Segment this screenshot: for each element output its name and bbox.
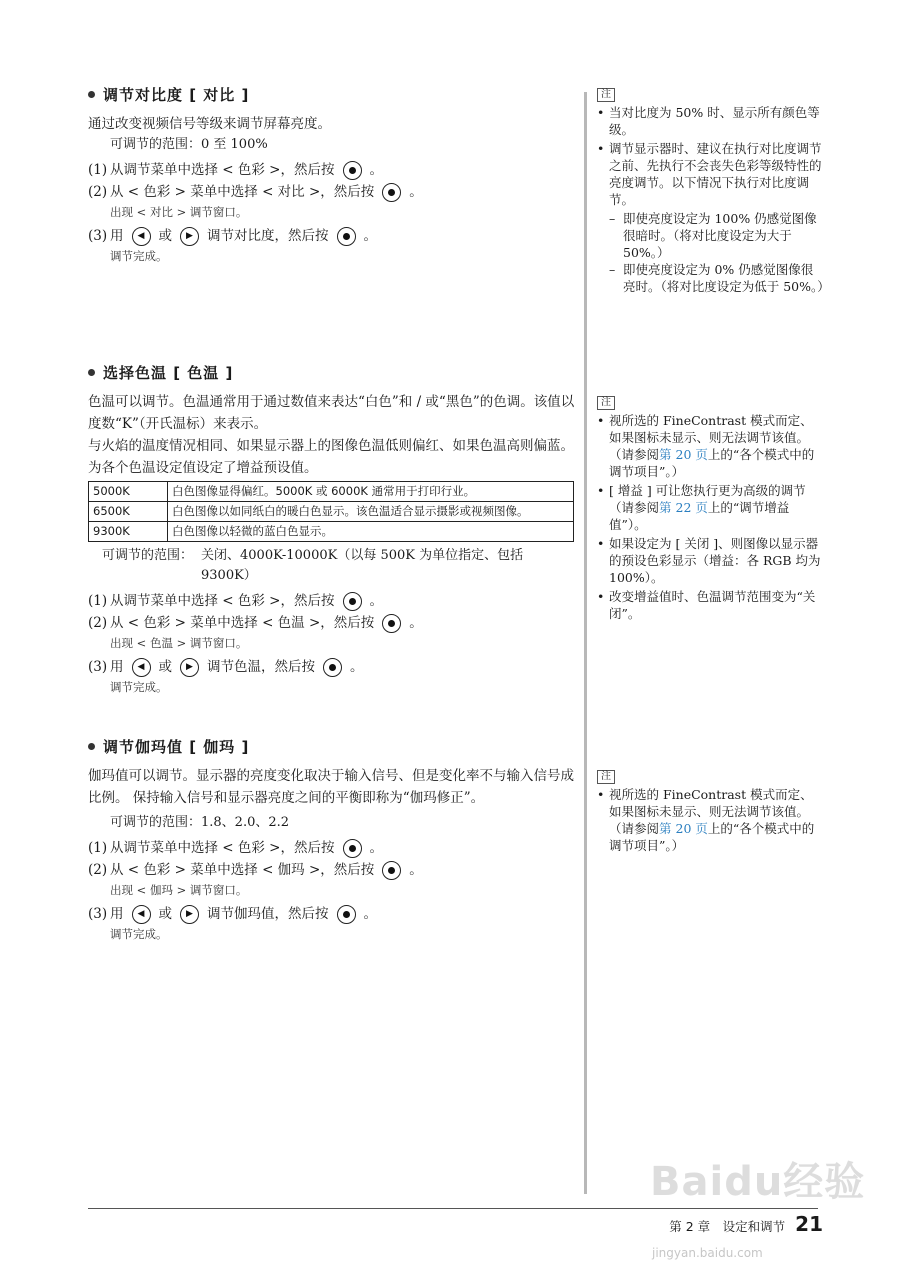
step-number: (1) — [88, 162, 108, 178]
table-cell-desc: 白色图像显得偏红。5000K 或 6000K 通常用于打印行业。 — [168, 482, 574, 502]
step-text: 从 < 色彩 > 菜单中选择 < 对比 >，然后按 — [110, 184, 375, 200]
enter-button-icon — [337, 905, 356, 924]
gamma-range: 可调节的范围：1.8、2.0、2.2 — [110, 815, 290, 830]
table-row — [89, 502, 574, 522]
note-item — [597, 786, 825, 854]
right-button-icon: ▶ — [180, 227, 199, 246]
note-item — [597, 412, 825, 480]
step-text: 或 — [158, 228, 172, 244]
step-text: 或 — [158, 659, 172, 675]
note-item: • 改变增益值时、色温调节范围变为“关闭”。 — [597, 588, 825, 622]
note-text: 视所选的 FineContrast 模式而定、如果图标未显示、则无法调节该值。（请参阅 — [609, 413, 813, 462]
note-contrast — [597, 84, 830, 295]
footer — [669, 1212, 823, 1236]
note-gamma — [597, 766, 825, 856]
heading-temperature — [88, 362, 576, 383]
note-item: • 如果设定为 [ 关闭 ]、则图像以显示器的预设色彩显示（增益：各 RGB 均为 100%）。 — [597, 535, 825, 586]
step-text: 从 < 色彩 > 菜单中选择 < 伽玛 >，然后按 — [110, 862, 375, 878]
step-text: 。 — [409, 184, 423, 200]
table-row — [89, 522, 574, 542]
table-cell-key: 9300K — [89, 522, 168, 542]
step-text: 。 — [363, 906, 377, 922]
step-text: 。 — [363, 228, 377, 244]
enter-button-icon — [323, 658, 342, 677]
page-20-link[interactable]: 第 20 页 — [659, 821, 708, 836]
left-button-icon: ◀ — [132, 658, 151, 677]
step-text: 。 — [409, 615, 423, 631]
step-number: (3) — [88, 906, 108, 922]
page-22-link[interactable]: 第 22 页 — [659, 500, 708, 515]
step-number: (1) — [88, 593, 108, 609]
step-text: 从 < 色彩 > 菜单中选择 < 色温 >，然后按 — [110, 615, 375, 631]
enter-button-icon — [337, 227, 356, 246]
gamma-step-2 — [88, 859, 576, 881]
heading-text: 调节伽玛值 [ 伽玛 ] — [103, 738, 250, 756]
gamma-step-1 — [88, 837, 576, 859]
footer-rule — [88, 1208, 818, 1209]
gamma-step-3 — [88, 903, 576, 925]
left-button-icon: ◀ — [132, 227, 151, 246]
temperature-range — [88, 546, 576, 586]
note-temperature — [597, 392, 825, 624]
step-number: (1) — [88, 840, 108, 856]
step-text: 从调节菜单中选择 < 色彩 >，然后按 — [110, 593, 335, 609]
temperature-intro: 色温可以调节。色温通常用于通过数值来表达“白色”和 / 或“黑色”的色调。该值以度数“K”（开氏温标）来表示。 — [88, 394, 575, 432]
note-tag: 注 — [597, 396, 615, 410]
contrast-step-3 — [88, 225, 576, 247]
contrast-step-3-sub: 调节完成。 — [110, 249, 168, 263]
step-text: 调节对比度，然后按 — [207, 228, 329, 244]
temperature-step-2 — [88, 612, 576, 634]
note-item: • 调节显示器时、建议在执行对比度调节之前、先执行不会丧失色彩等级特性的亮度调节。以下情况下执行对比度调节。 — [597, 140, 825, 208]
contrast-step-2 — [88, 181, 576, 203]
step-text: 用 — [110, 228, 124, 244]
enter-button-icon — [343, 161, 362, 180]
step-text: 。 — [409, 862, 423, 878]
temperature-step-3 — [88, 656, 576, 678]
note-item: • 当对比度为 50% 时、显示所有颜色等级。 — [597, 104, 825, 138]
page-20-link[interactable]: 第 20 页 — [659, 447, 708, 462]
enter-button-icon — [343, 592, 362, 611]
note-tag: 注 — [597, 88, 615, 102]
enter-button-icon — [382, 861, 401, 880]
table-cell-key: 5000K — [89, 482, 168, 502]
watermark-logo: Baidu经验 — [650, 1159, 866, 1205]
column-divider — [584, 92, 587, 1194]
temperature-step-3-sub: 调节完成。 — [110, 680, 168, 694]
bullet-icon — [88, 369, 95, 376]
section-gamma — [88, 736, 576, 943]
table-row — [89, 482, 574, 502]
gamma-intro: 伽玛值可以调节。显示器的亮度变化取决于输入信号、但是变化率不与输入信号成比例。 保持输入信号和显示器亮度之间的平衡即称为“伽玛修正”。 — [88, 768, 574, 806]
step-number: (2) — [88, 862, 108, 878]
heading-text: 调节对比度 [ 对比 ] — [103, 86, 250, 104]
step-text: 。 — [369, 593, 383, 609]
step-text: 。 — [369, 840, 383, 856]
step-text: 调节伽玛值，然后按 — [207, 906, 329, 922]
bullet-icon — [88, 91, 95, 98]
watermark-url: jingyan.baidu.com — [652, 1246, 763, 1260]
heading-gamma — [88, 736, 576, 757]
page-number: 21 — [795, 1212, 823, 1236]
step-text: 用 — [110, 906, 124, 922]
temperature-step-1 — [88, 590, 576, 612]
table-cell-desc: 白色图像以轻微的蓝白色显示。 — [168, 522, 574, 542]
note-text: 上的“各个模式中的调节项目”。） — [609, 447, 815, 479]
right-button-icon: ▶ — [180, 658, 199, 677]
enter-button-icon — [343, 839, 362, 858]
note-tag: 注 — [597, 770, 615, 784]
note-text: 视所选的 FineContrast 模式而定、如果图标未显示、则无法调节该值。（请参阅 — [609, 787, 813, 836]
table-cell-desc: 白色图像以如同纸白的暖白色显示。该色温适合显示摄影或视频图像。 — [168, 502, 574, 522]
note-subitem: – 即使亮度设定为 0% 仍感觉图像很亮时。（将对比度设定为低于 50%。） — [597, 261, 825, 295]
note-text: 上的“调节增益值”）。 — [609, 500, 790, 532]
gamma-step-2-sub: 出现 < 伽玛 > 调节窗口。 — [110, 883, 248, 897]
range-label: 可调节的范围： — [102, 548, 194, 563]
contrast-step-2-sub: 出现 < 对比 > 调节窗口。 — [110, 205, 248, 219]
right-button-icon: ▶ — [180, 905, 199, 924]
contrast-range: 可调节的范围：0 至 100% — [110, 137, 268, 152]
temperature-intro-2: 与火焰的温度情况相同、如果显示器上的图像色温低则偏红、如果色温高则偏蓝。为各个色温设定值设定了增益预设值。 — [88, 438, 574, 476]
enter-button-icon — [382, 183, 401, 202]
step-number: (2) — [88, 184, 108, 200]
contrast-intro: 通过改变视频信号等级来调节屏幕亮度。 — [88, 116, 331, 132]
left-button-icon: ◀ — [132, 905, 151, 924]
step-number: (2) — [88, 615, 108, 631]
step-text: 。 — [350, 659, 364, 675]
section-temperature — [88, 362, 576, 696]
contrast-step-1 — [88, 159, 576, 181]
step-text: 或 — [158, 906, 172, 922]
range-value: 关闭、4000K-10000K（以每 500K 为单位指定、包括 9300K） — [201, 548, 524, 583]
temperature-table — [88, 481, 574, 542]
note-text: 上的“各个模式中的调节项目”。） — [609, 821, 815, 853]
temperature-step-2-sub: 出现 < 色温 > 调节窗口。 — [110, 636, 248, 650]
enter-button-icon — [382, 614, 401, 633]
note-text: [ 增益 ] 可让您执行更为高级的调节（请参阅 — [609, 483, 806, 515]
bullet-icon — [88, 743, 95, 750]
step-text: 从调节菜单中选择 < 色彩 >，然后按 — [110, 162, 335, 178]
step-text: 用 — [110, 659, 124, 675]
step-text: 调节色温，然后按 — [207, 659, 315, 675]
note-item — [597, 482, 825, 533]
table-cell-key: 6500K — [89, 502, 168, 522]
gamma-step-3-sub: 调节完成。 — [110, 927, 168, 941]
heading-text: 选择色温 [ 色温 ] — [103, 364, 234, 382]
step-number: (3) — [88, 659, 108, 675]
footer-chapter: 第 2 章 设定和调节 — [669, 1219, 786, 1234]
note-subitem: – 即使亮度设定为 100% 仍感觉图像很暗时。（将对比度设定为大于 50%。） — [597, 210, 825, 261]
heading-contrast — [88, 84, 576, 105]
section-contrast — [88, 84, 576, 265]
step-text: 从调节菜单中选择 < 色彩 >，然后按 — [110, 840, 335, 856]
step-number: (3) — [88, 228, 108, 244]
step-text: 。 — [369, 162, 383, 178]
